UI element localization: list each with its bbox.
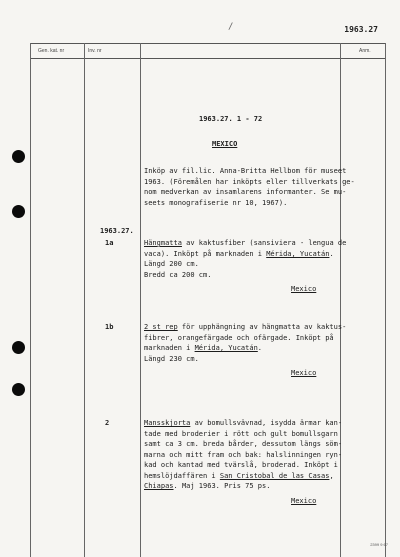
entry-line [144,418,342,429]
country-title: MEXICO [212,140,238,148]
col-anm-header: Anm. [359,48,371,54]
catalog-number: 1963.27 [344,25,378,34]
entry-text: San Cristobal de las Casas [219,471,330,480]
inventory-number: 2 [105,419,110,427]
column-rule [340,43,341,557]
entry-text: marknaden i [144,344,195,352]
entry-text: samt ca 3 cm. breda bårder, dessutom längs söm- [144,440,343,448]
entry-text: 2 st rep [144,323,178,331]
entry-line [144,450,342,461]
entry-line [144,481,270,492]
punch-hole [12,383,25,396]
column-rule [140,43,141,557]
entry-text: . [257,344,263,352]
inventory-number: 1b [105,323,114,331]
inventory-number: 1a [105,239,114,247]
intro-line: seets monografiserie nr 10, 1967). [144,198,288,207]
intro-line: nom medverkan av insamlarens informanter. Se mu- [144,188,347,196]
entry-line [144,333,334,344]
entry-text: Mansskjorta [144,419,191,427]
entry-line [144,270,211,281]
entry-line [144,259,199,270]
entry-text: . Maj 1963. Pris 75 ps. [173,482,271,490]
column-rule [30,43,31,557]
group-number: 1963.27. [100,227,134,235]
entry-text: . [329,249,334,258]
place-label: Mexico [291,285,317,293]
entry-line [144,238,346,249]
intro-line: Inköp av fil.lic. Anna-Britta Hellbom för museet [144,167,347,175]
entry-line [144,249,334,260]
entry-text: av kaktusfiber (sansiviera - lengua de [181,239,347,247]
entry-line [144,354,199,365]
catalog-range: 1963.27. 1 - 72 [199,115,263,123]
entry-text: Längd 230 cm. [144,354,199,363]
entry-text: hemslöjdaffären i [144,471,220,480]
entry-text: för upphängning av hängmatta av kaktus- [177,323,347,331]
col-gen-header: Gen. kat. nr [38,48,65,54]
entry-line [144,322,346,333]
intro-line: 1963. (Föremålen har inköpts eller tillverkats ge- [144,177,355,186]
punch-hole [12,150,25,163]
entry-text: , [329,471,334,480]
punch-hole [12,341,25,354]
entry-text: vaca). Inköpt på marknaden i [144,249,267,258]
entry-text: fibrer, orangefärgade och ofärgade. Inköpt på [144,333,334,342]
column-rule [385,43,386,557]
column-rule [84,43,85,557]
entry-line [144,471,334,482]
entry-text: Hängmatta [144,239,182,247]
entry-text: Mérida, Yucatán [266,249,330,258]
entry-line [144,429,338,440]
entry-text: marna och mitt fram och bak: halslinningen ryn- [144,450,343,459]
entry-line [144,439,342,450]
entry-text: tade med broderier i rött och gult bomullsgarn [144,429,338,438]
entry-line [144,343,262,354]
place-label: Mexico [291,496,317,505]
entry-text: Längd 200 cm. [144,260,199,268]
col-inv-header: Inv. nr [88,48,102,54]
pencil-mark: / [228,22,234,32]
entry-text: av bomullsvävnad, isydda ärmar kan- [190,419,343,427]
entry-line [144,460,338,471]
print-code: 2399 9 67 [370,542,388,547]
punch-hole [12,205,25,218]
place-label: Mexico [291,369,317,377]
entry-text: Bredd ca 200 cm. [144,270,212,279]
entry-text: Mérida, Yucatán [194,344,258,352]
entry-text: Chiapas [144,482,174,490]
entry-text: kad och kantad med tvärslå, broderad. Inköpt i [144,461,338,469]
